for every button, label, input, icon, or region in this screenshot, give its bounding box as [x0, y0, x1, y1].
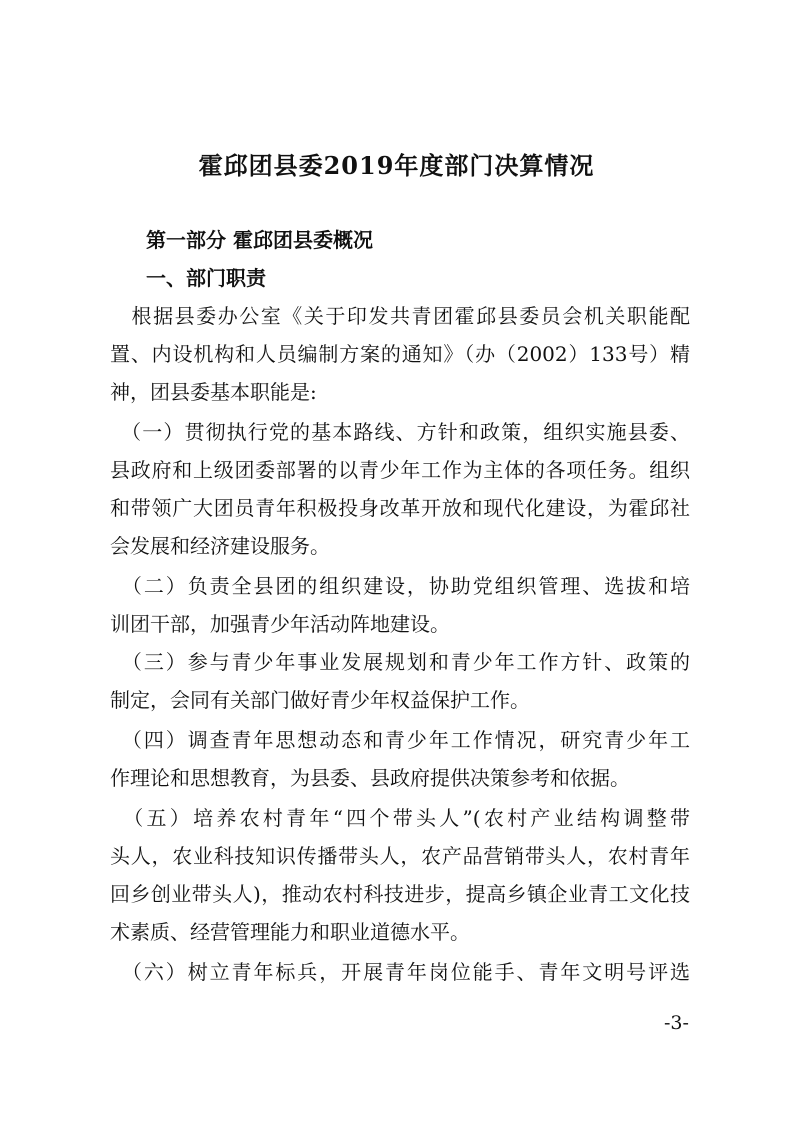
page-number: -3-	[664, 1012, 689, 1034]
body-line: （六）树立青年标兵，开展青年岗位能手、青年文明号评选	[110, 960, 690, 984]
body-line: 头人，农业科技知识传播带头人，农产品营销带头人，农村青年	[110, 844, 690, 868]
body-line: 回乡创业带头人)，推动农村科技进步，提高乡镇企业青工文化技	[110, 882, 690, 906]
body-line: 县政府和上级团委部署的以青少年工作为主体的各项任务。组织	[110, 458, 690, 482]
section-heading: 一、部门职责	[146, 266, 266, 290]
part-heading: 第一部分 霍邱团县委概况	[146, 228, 373, 252]
body-line: 制定，会同有关部门做好青少年权益保护工作。	[110, 688, 530, 712]
body-line: 置、内设机构和人员编制方案的通知》（办（2002）133号）精	[110, 342, 690, 366]
body-line: （五）培养农村青年“四个带头人”(农村产业结构调整带	[110, 806, 690, 830]
body-line: 术素质、经营管理能力和职业道德水平。	[110, 920, 470, 944]
body-line: 神，团县委基本职能是:	[110, 380, 317, 404]
body-line: （三）参与青少年事业发展规划和青少年工作方针、政策的	[110, 650, 690, 674]
body-line: 会发展和经济建设服务。	[110, 534, 330, 558]
body-line: （二）负责全县团的组织建设，协助党组织管理、选拔和培	[110, 574, 690, 598]
body-line: 训团干部，加强青少年活动阵地建设。	[110, 612, 450, 636]
body-line: 作理论和思想教育，为县委、县政府提供决策参考和依据。	[110, 766, 630, 790]
body-line: （四）调查青年思想动态和青少年工作情况，研究青少年工	[110, 728, 690, 752]
document-title: 霍邱团县委2019年度部门决算情况	[198, 151, 595, 180]
body-line: 和带领广大团员青年积极投身改革开放和现代化建设，为霍邱社	[110, 496, 690, 520]
body-line: （一）贯彻执行党的基本路线、方针和政策，组织实施县委、	[110, 420, 690, 444]
body-line: 根据县委办公室《关于印发共青团霍邱县委员会机关职能配	[110, 304, 690, 328]
